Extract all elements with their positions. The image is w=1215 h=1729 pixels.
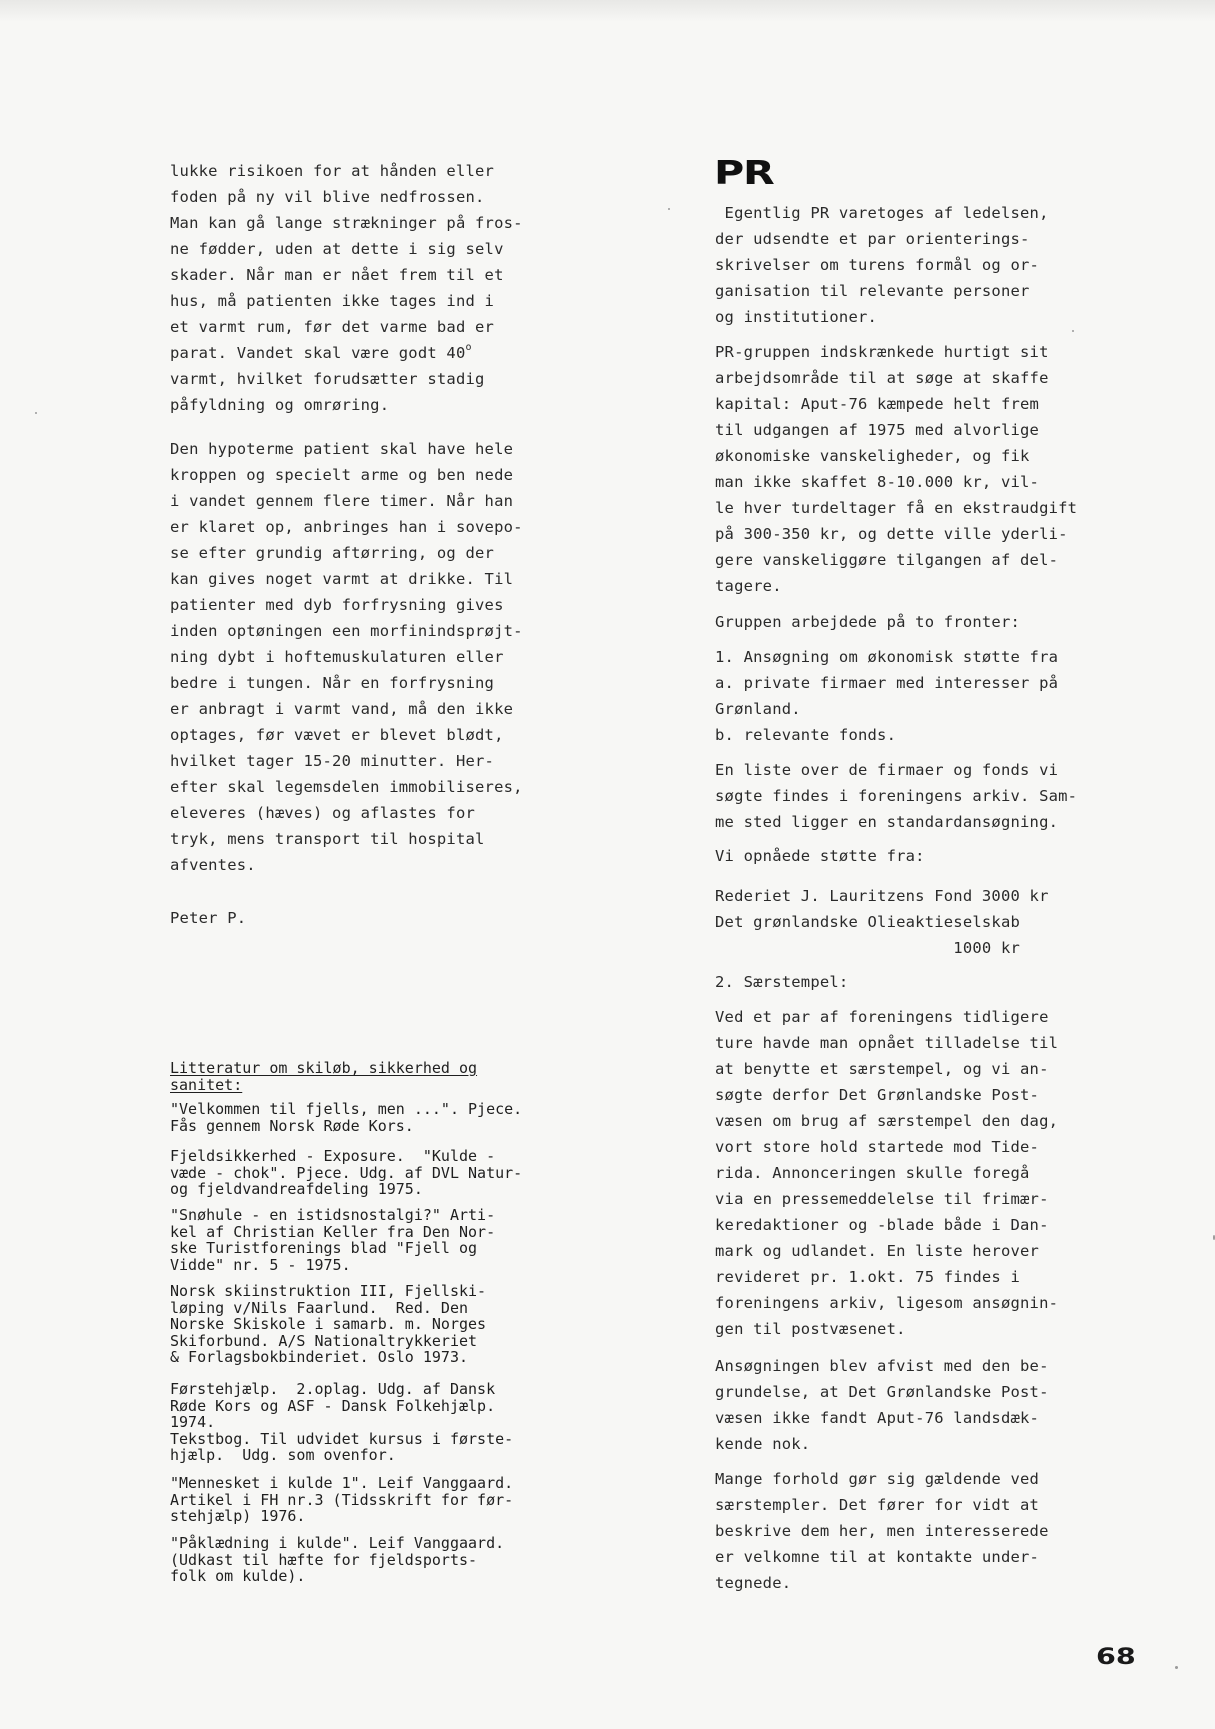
- literature-heading: [170, 1060, 477, 1093]
- line: på 300-350 kr, og dette ville yderli-: [715, 525, 1068, 543]
- paragraph-list-archive: [715, 757, 1077, 835]
- line: er klaret op, anbringes han i sovepo-: [170, 518, 523, 536]
- line: Egentlig PR varetoges af ledelsen,: [715, 204, 1049, 222]
- paragraph-sponsors: [715, 883, 1049, 961]
- line: i vandet gennem flere timer. Når han: [170, 492, 514, 510]
- line: der udsendte et par orienterings-: [715, 230, 1030, 248]
- line: man ikke skaffet 8-10.000 kr, vil-: [715, 473, 1040, 491]
- line: grundelse, at Det Grønlandske Post-: [715, 1383, 1049, 1401]
- line: Ved et par af foreningens tidligere: [715, 1008, 1049, 1026]
- line: Mange forhold gør sig gældende ved: [715, 1470, 1040, 1488]
- line: er anbragt i varmt vand, må den ikke: [170, 700, 514, 718]
- line: gen til postvæsenet.: [715, 1320, 906, 1338]
- line: gere vanskeliggøre tilgangen af del-: [715, 551, 1059, 569]
- paragraph-special-stamp-heading: 2. Særstempel:: [715, 973, 849, 991]
- line-text: parat. Vandet skal være godt 40: [170, 344, 466, 362]
- line: En liste over de firmaer og fonds vi: [715, 761, 1059, 779]
- paragraph-pr-group: [715, 339, 1077, 599]
- paragraph-two-fronts: Gruppen arbejdede på to fronter:: [715, 613, 1021, 631]
- scan-speck: [668, 208, 670, 210]
- line: afventes.: [170, 856, 256, 874]
- line: PR-gruppen indskrænkede hurtigt sit: [715, 343, 1049, 361]
- line: 1. Ansøgning om økonomisk støtte fra: [715, 648, 1059, 666]
- line: skrivelser om turens formål og or-: [715, 256, 1040, 274]
- line: lukke risikoen for at hånden eller: [170, 162, 495, 180]
- literature-entry: "Snøhule - en istidsnostalgi?" Arti- kel af Christian Keller fra Den Nor- ske Turistforenings blad "Fjell og Vidde" nr. 5 - 1975.: [170, 1206, 496, 1274]
- scan-edge: [0, 0, 1215, 22]
- line: Man kan gå lange strækninger på fros-: [170, 214, 523, 232]
- line: væsen ikke fandt Aput-76 landsdæk-: [715, 1409, 1040, 1427]
- literature-entry: Fjeldsikkerhed - Exposure. "Kulde - væde - chok". Pjece. Udg. af DVL Natur- og fjeldvandreafdeling 1975.: [170, 1147, 523, 1198]
- line: kan gives noget varmt at drikke. Til: [170, 570, 514, 588]
- line: søgte findes i foreningens arkiv. Sam-: [715, 787, 1078, 805]
- literature-heading-line: sanitet:: [170, 1075, 243, 1094]
- line: varmt, hvilket forudsætter stadig: [170, 370, 485, 388]
- scan-speck: [35, 412, 37, 414]
- literature-entry: "Mennesket i kulde 1". Leif Vanggaard. Artikel i FH nr.3 (Tidsskrift for før- stehjælp) 1976.: [170, 1474, 514, 1525]
- signature: Peter P.: [170, 909, 247, 927]
- paragraph-hypothermia: [170, 436, 523, 878]
- line: revideret pr. 1.okt. 75 findes i: [715, 1268, 1021, 1286]
- line: Det grønlandske Olieaktieselskab: [715, 913, 1021, 931]
- line: ture havde man opnået tilladelse til: [715, 1034, 1059, 1052]
- line: le hver turdeltager få en ekstraudgift: [715, 499, 1078, 517]
- scan-speck: [1072, 330, 1074, 332]
- line: rida. Annonceringen skulle foregå: [715, 1164, 1030, 1182]
- line: mark og udlandet. En liste herover: [715, 1242, 1040, 1260]
- line: ning dybt i hoftemuskulaturen eller: [170, 648, 504, 666]
- line: tryk, mens transport til hospital: [170, 830, 485, 848]
- line: a. private firmaer med interesser på: [715, 674, 1059, 692]
- line: hus, må patienten ikke tages ind i: [170, 292, 495, 310]
- line: økonomiske vanskeligheder, og fik: [715, 447, 1030, 465]
- paragraph-support-received: Vi opnåede støtte fra:: [715, 847, 925, 865]
- paragraph-special-stamp: [715, 1004, 1058, 1342]
- line-with-degree: [170, 340, 523, 366]
- line: b. relevante fonds.: [715, 726, 897, 744]
- literature-entry: Førstehjælp. 2.oplag. Udg. af Dansk Røde Kors og ASF - Dansk Folkehjælp. 1974. Tekstbog. Til udvidet kursus i første- hjælp. Udg. som ovenfor.: [170, 1380, 514, 1464]
- paragraph-frostbite-rewarming: [170, 158, 523, 418]
- line: patienter med dyb forfrysning gives: [170, 596, 504, 614]
- degree-superscript: o: [465, 342, 472, 353]
- page-number: 68: [1096, 1645, 1136, 1670]
- line: eleveres (hæves) og aflastes for: [170, 804, 476, 822]
- line: foreningens arkiv, ligesom ansøgnin-: [715, 1294, 1059, 1312]
- line: til udgangen af 1975 med alvorlige: [715, 421, 1040, 439]
- line: tagere.: [715, 577, 782, 595]
- line: Grønland.: [715, 700, 801, 718]
- line: ganisation til relevante personer: [715, 282, 1030, 300]
- line: tegnede.: [715, 1574, 792, 1592]
- line: keredaktioner og -blade både i Dan-: [715, 1216, 1049, 1234]
- line: 1000 kr: [715, 939, 1021, 957]
- line: hvilket tager 15-20 minutter. Her-: [170, 752, 495, 770]
- line: særstempler. Det fører for vidt at: [715, 1496, 1040, 1514]
- line: me sted ligger en standardansøgning.: [715, 813, 1059, 831]
- paragraph-pr-intro: [715, 200, 1049, 330]
- line: optages, før vævet er blevet blødt,: [170, 726, 504, 744]
- literature-heading-line: Litteratur om skiløb, sikkerhed og: [170, 1059, 478, 1077]
- line: og institutioner.: [715, 308, 878, 326]
- line: væsen om brug af særstempel den dag,: [715, 1112, 1059, 1130]
- line: se efter grundig aftørring, og der: [170, 544, 495, 562]
- line: vort store hold startede mod Tide-: [715, 1138, 1040, 1156]
- pr-heading: PR: [714, 153, 774, 192]
- literature-entry: "Velkommen til fjells, men ...". Pjece. Fås gennem Norsk Røde Kors.: [170, 1100, 523, 1135]
- line: kapital: Aput-76 kæmpede helt frem: [715, 395, 1040, 413]
- paragraph-funding-application: [715, 644, 1058, 748]
- line: arbejdsområde til at søge at skaffe: [715, 369, 1049, 387]
- line: inden optøningen een morfinindsprøjt-: [170, 622, 523, 640]
- line: at benytte et særstempel, og vi an-: [715, 1060, 1049, 1078]
- line: beskrive dem her, men interesserede: [715, 1522, 1049, 1540]
- line: Rederiet J. Lauritzens Fond 3000 kr: [715, 887, 1049, 905]
- line: kende nok.: [715, 1435, 811, 1453]
- line: via en pressemeddelelse til frimær-: [715, 1190, 1049, 1208]
- line: et varmt rum, før det varme bad er: [170, 318, 495, 336]
- paragraph-contact: [715, 1466, 1049, 1596]
- line: søgte derfor Det Grønlandske Post-: [715, 1086, 1040, 1104]
- line: efter skal legemsdelen immobiliseres,: [170, 778, 523, 796]
- line: bedre i tungen. Når en forfrysning: [170, 674, 495, 692]
- line: foden på ny vil blive nedfrossen.: [170, 188, 485, 206]
- literature-entry: "Påklædning i kulde". Leif Vanggaard. (Udkast til hæfte for fjeldsports- folk om kulde).: [170, 1534, 505, 1585]
- literature-entry: Norsk skiinstruktion III, Fjellski- løping v/Nils Faarlund. Red. Den Norske Skiskole i samarb. m. Norges Skiforbund. A/S Nationaltrykkeriet & Forlagsbokbinderiet. Oslo 1973.: [170, 1282, 487, 1366]
- line: Den hypoterme patient skal have hele: [170, 440, 514, 458]
- paragraph-application-rejected: [715, 1353, 1049, 1457]
- line: skader. Når man er nået frem til et: [170, 266, 504, 284]
- scan-speck: [1175, 1666, 1178, 1669]
- line: Ansøgningen blev afvist med den be-: [715, 1357, 1049, 1375]
- line: er velkomne til at kontakte under-: [715, 1548, 1040, 1566]
- line: kroppen og specielt arme og ben nede: [170, 466, 514, 484]
- line: ne fødder, uden at dette i sig selv: [170, 240, 504, 258]
- line: påfyldning og omrøring.: [170, 396, 390, 414]
